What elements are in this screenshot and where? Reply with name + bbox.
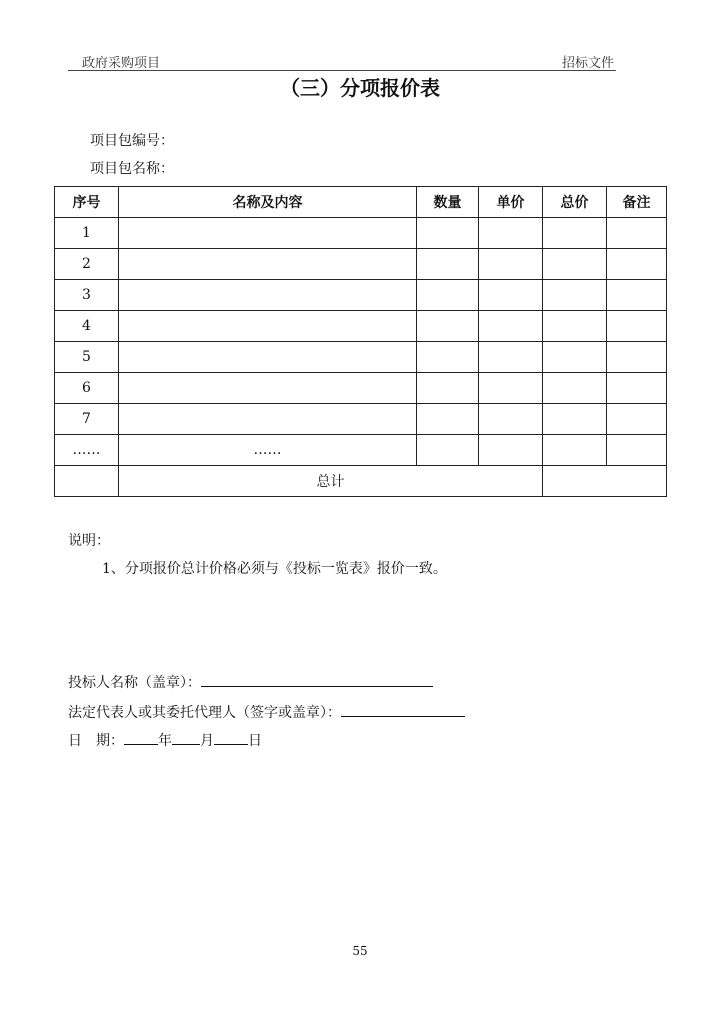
header-rule (68, 70, 616, 71)
table-row (55, 404, 667, 435)
row-no: 3 (55, 280, 119, 311)
row-name[interactable] (119, 342, 417, 373)
page-number: 55 (352, 944, 368, 958)
package-name-label: 项目包名称： (90, 161, 174, 177)
day-label: 日 (248, 733, 262, 749)
row-unit-price[interactable] (479, 311, 543, 342)
row-quantity[interactable] (417, 435, 479, 466)
row-no: 6 (55, 373, 119, 404)
header-document-type: 招标文件 (561, 56, 614, 71)
day-blank[interactable] (214, 730, 248, 745)
row-total-price[interactable] (543, 280, 607, 311)
representative-signature-blank[interactable] (341, 702, 465, 717)
table-row (55, 218, 667, 249)
row-quantity[interactable] (417, 218, 479, 249)
row-remarks[interactable] (607, 218, 667, 249)
row-name[interactable] (119, 280, 417, 311)
col-header-quantity: 数量 (417, 187, 479, 218)
row-total-price[interactable] (543, 404, 607, 435)
row-quantity[interactable] (417, 342, 479, 373)
year-label: 年 (158, 733, 172, 749)
bidder-signature-line (68, 672, 433, 692)
table-header-row (55, 187, 667, 218)
col-header-remarks: 备注 (607, 187, 667, 218)
row-name[interactable] (119, 373, 417, 404)
page-title: （三）分项报价表 (280, 76, 440, 100)
row-total-price[interactable] (543, 249, 607, 280)
row-name[interactable] (119, 404, 417, 435)
bidder-name-label: 投标人名称（盖章）： (68, 675, 201, 691)
representative-label: 法定代表人或其委托代理人（签字或盖章）： (68, 705, 341, 721)
notes-label: 说明： (68, 533, 110, 549)
row-unit-price[interactable] (479, 373, 543, 404)
row-unit-price[interactable] (479, 342, 543, 373)
row-no: 7 (55, 404, 119, 435)
month-label: 月 (200, 733, 214, 749)
row-quantity[interactable] (417, 249, 479, 280)
package-number-label: 项目包编号： (90, 133, 174, 149)
month-blank[interactable] (172, 730, 200, 745)
table-row (55, 249, 667, 280)
row-no: 4 (55, 311, 119, 342)
row-quantity[interactable] (417, 404, 479, 435)
row-remarks[interactable] (607, 280, 667, 311)
row-remarks[interactable] (607, 373, 667, 404)
date-line (68, 730, 262, 750)
row-remarks[interactable] (607, 435, 667, 466)
row-total-price[interactable] (543, 342, 607, 373)
row-no: 5 (55, 342, 119, 373)
col-header-no: 序号 (55, 187, 119, 218)
total-label: 总计 (119, 466, 543, 497)
row-total-price[interactable] (543, 218, 607, 249)
total-blank-cell (55, 466, 119, 497)
row-remarks[interactable] (607, 342, 667, 373)
table-row (55, 342, 667, 373)
row-remarks[interactable] (607, 311, 667, 342)
bidder-name-blank[interactable] (201, 672, 433, 687)
table-row (55, 280, 667, 311)
row-remarks[interactable] (607, 404, 667, 435)
col-header-name: 名称及内容 (119, 187, 417, 218)
table-row (55, 311, 667, 342)
row-name[interactable] (119, 249, 417, 280)
year-blank[interactable] (124, 730, 158, 745)
total-row (55, 466, 667, 497)
row-unit-price[interactable] (479, 280, 543, 311)
col-header-total-price: 总价 (543, 187, 607, 218)
row-total-price[interactable] (543, 311, 607, 342)
table-row (55, 435, 667, 466)
row-total-price[interactable] (543, 373, 607, 404)
row-unit-price[interactable] (479, 435, 543, 466)
row-quantity[interactable] (417, 280, 479, 311)
row-name[interactable]: …… (119, 435, 417, 466)
row-remarks[interactable] (607, 249, 667, 280)
row-quantity[interactable] (417, 311, 479, 342)
row-unit-price[interactable] (479, 404, 543, 435)
row-quantity[interactable] (417, 373, 479, 404)
row-total-price[interactable] (543, 435, 607, 466)
row-unit-price[interactable] (479, 218, 543, 249)
total-value-cell[interactable] (543, 466, 667, 497)
col-header-unit-price: 单价 (479, 187, 543, 218)
itemized-quote-table (54, 186, 667, 497)
row-unit-price[interactable] (479, 249, 543, 280)
row-no: …… (55, 435, 119, 466)
date-label: 日 期： (68, 733, 124, 749)
table-row (55, 373, 667, 404)
row-no: 1 (55, 218, 119, 249)
row-no: 2 (55, 249, 119, 280)
header-project-type: 政府采购项目 (82, 56, 161, 71)
row-name[interactable] (119, 218, 417, 249)
note-item: 1、分项报价总计价格必须与《投标一览表》报价一致。 (102, 561, 447, 577)
representative-signature-line (68, 702, 465, 722)
row-name[interactable] (119, 311, 417, 342)
